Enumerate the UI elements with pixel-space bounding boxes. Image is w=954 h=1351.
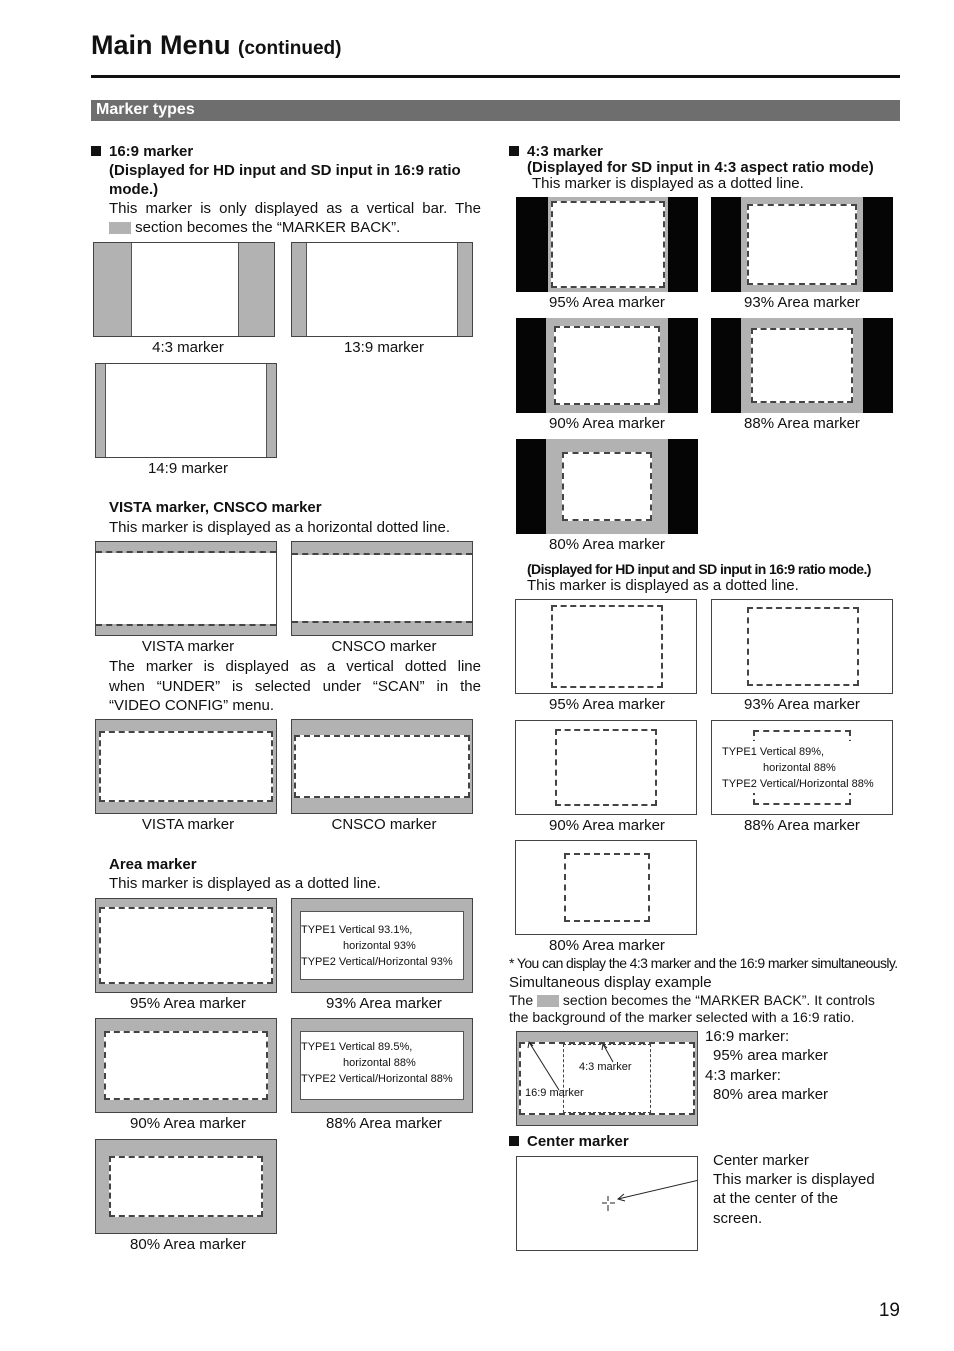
caption-area-80: 80% Area marker [130,1236,246,1253]
title-rule [91,75,900,78]
frame-area-90 [95,1018,277,1113]
crosshair-icon [517,1157,698,1251]
frame-area-88 [291,1018,473,1113]
hd-sub: (Displayed for HD input and SD input in 16:9 ratio mode.) [527,561,871,577]
caption-149-marker: 14:9 marker [147,460,229,477]
m169-heading: 16:9 marker [91,142,193,161]
caption-169-area-90: 90% Area marker [549,817,665,834]
marker-back-swatch [537,995,559,1007]
caption-area-95: 95% Area marker [130,995,246,1012]
frame-area-93 [291,898,473,993]
caption-169-area-93: 93% Area marker [744,696,860,713]
type-text-88-2: horizontal 88% [343,1057,416,1069]
m43-heading: 4:3 marker [509,142,603,161]
caption-vista-1: VISTA marker [141,638,235,655]
type-text-r88-1: TYPE1 Vertical 89%, [722,746,825,758]
frame-43-marker [93,242,275,337]
m169-desc1: This marker is only displayed as a vertical bar. The [109,200,481,217]
sim-note-1: 16:9 marker: [705,1028,790,1045]
center-heading: Center marker [509,1132,629,1151]
caption-vista-2: VISTA marker [141,816,235,833]
frame-169-area-93 [711,599,893,694]
caption-cnsco-2: CNSCO marker [331,816,437,833]
frame-139-marker [291,242,473,337]
caption-43-area-95: 95% Area marker [549,294,665,311]
frame-169-area-90 [515,720,697,815]
type-text-88-3: TYPE2 Vertical/Horizontal 88% [301,1073,453,1085]
vista-desc: This marker is displayed as a horizontal dotted line. [109,519,451,536]
sim-label-43: 4:3 marker [579,1061,632,1073]
type-text-93-2: horizontal 93% [343,940,416,952]
frame-43-area-88 [711,318,893,413]
frame-149-marker [95,363,277,458]
area-desc: This marker is displayed as a dotted line. [109,875,381,892]
simultaneous-desc2: the background of the marker selected with a 16:9 ratio. [509,1009,855,1025]
caption-43-area-90: 90% Area marker [549,415,665,432]
pointer-arrows [517,1032,698,1126]
frame-169-area-88 [711,720,893,815]
type-text-93-3: TYPE2 Vertical/Horizontal 93% [301,956,453,968]
frame-area-80 [95,1139,277,1234]
type-text-93-1: TYPE1 Vertical 93.1%, [301,924,413,936]
frame-simultaneous [516,1031,698,1126]
caption-area-90: 90% Area marker [130,1115,246,1132]
caption-cnsco-1: CNSCO marker [331,638,437,655]
type-text-r88-3: TYPE2 Vertical/Horizontal 88% [722,778,874,790]
m43-sub: (Displayed for SD input in 4:3 aspect ratio mode) [527,159,874,176]
caption-169-area-80: 80% Area marker [549,937,665,954]
caption-169-area-88: 88% Area marker [744,817,860,834]
under-desc2: when “UNDER” is selected under “SCAN” in the [109,678,481,695]
type-text-r88-2: horizontal 88% [763,762,836,774]
sim-note-3: 4:3 marker: [705,1067,781,1084]
section-band [91,100,900,121]
frame-cnsco-under [291,719,473,814]
caption-43-area-88: 88% Area marker [744,415,860,432]
under-desc1: The marker is displayed as a vertical dotted line [109,658,481,675]
simultaneous-title: Simultaneous display example [509,974,712,991]
marker-back-swatch [109,222,131,234]
page-title: Main Menu (continued) [91,30,342,60]
frame-169-area-80 [515,840,697,935]
frame-43-area-80 [516,439,698,534]
sim-label-169: 16:9 marker [525,1087,584,1099]
vista-heading: VISTA marker, CNSCO marker [109,499,322,516]
caption-area-93: 93% Area marker [326,995,442,1012]
m43-desc: This marker is displayed as a dotted line. [532,175,804,192]
bullet-square-icon [509,1136,519,1146]
frame-43-area-90 [516,318,698,413]
center-caption-1: Center marker [713,1152,809,1169]
under-desc3: “VIDEO CONFIG” menu. [109,697,275,714]
center-caption-4: screen. [713,1210,763,1227]
frame-vista-under [95,719,277,814]
bullet-square-icon [509,146,519,156]
bullet-square-icon [91,146,101,156]
frame-center-marker [516,1156,698,1251]
simultaneous-desc1: The section becomes the “MARKER BACK”. It controls [509,992,875,1008]
center-caption-3: at the center of the [713,1190,839,1207]
frame-vista-horizontal [95,541,277,636]
m169-sub2: mode.) [109,181,159,198]
m169-sub1: (Displayed for HD input and SD input in 16:9 ratio [109,162,461,179]
frame-area-95 [95,898,277,993]
sim-note-4: 80% area marker [713,1086,829,1103]
caption-43-area-80: 80% Area marker [549,536,665,553]
caption-139-marker: 13:9 marker [343,339,425,356]
center-caption-2: This marker is displayed [713,1171,875,1188]
sim-note-2: 95% area marker [713,1047,829,1064]
m169-desc2: section becomes the “MARKER BACK”. [109,218,400,237]
frame-cnsco-horizontal [291,541,473,636]
caption-169-area-95: 95% Area marker [549,696,665,713]
area-heading: Area marker [109,856,197,873]
page-number: 19 [878,1300,900,1321]
type-text-88-1: TYPE1 Vertical 89.5%, [301,1041,413,1053]
frame-43-area-93 [711,197,893,292]
hd-desc: This marker is displayed as a dotted line. [527,577,799,594]
section-title: Marker types [96,101,195,118]
caption-43-area-93: 93% Area marker [744,294,860,311]
frame-43-area-95 [516,197,698,292]
simultaneous-note: * You can display the 4:3 marker and the 16:9 marker simultaneously. [509,955,898,971]
caption-area-88: 88% Area marker [326,1115,442,1132]
caption-43-marker: 4:3 marker [152,339,224,356]
frame-169-area-95 [515,599,697,694]
